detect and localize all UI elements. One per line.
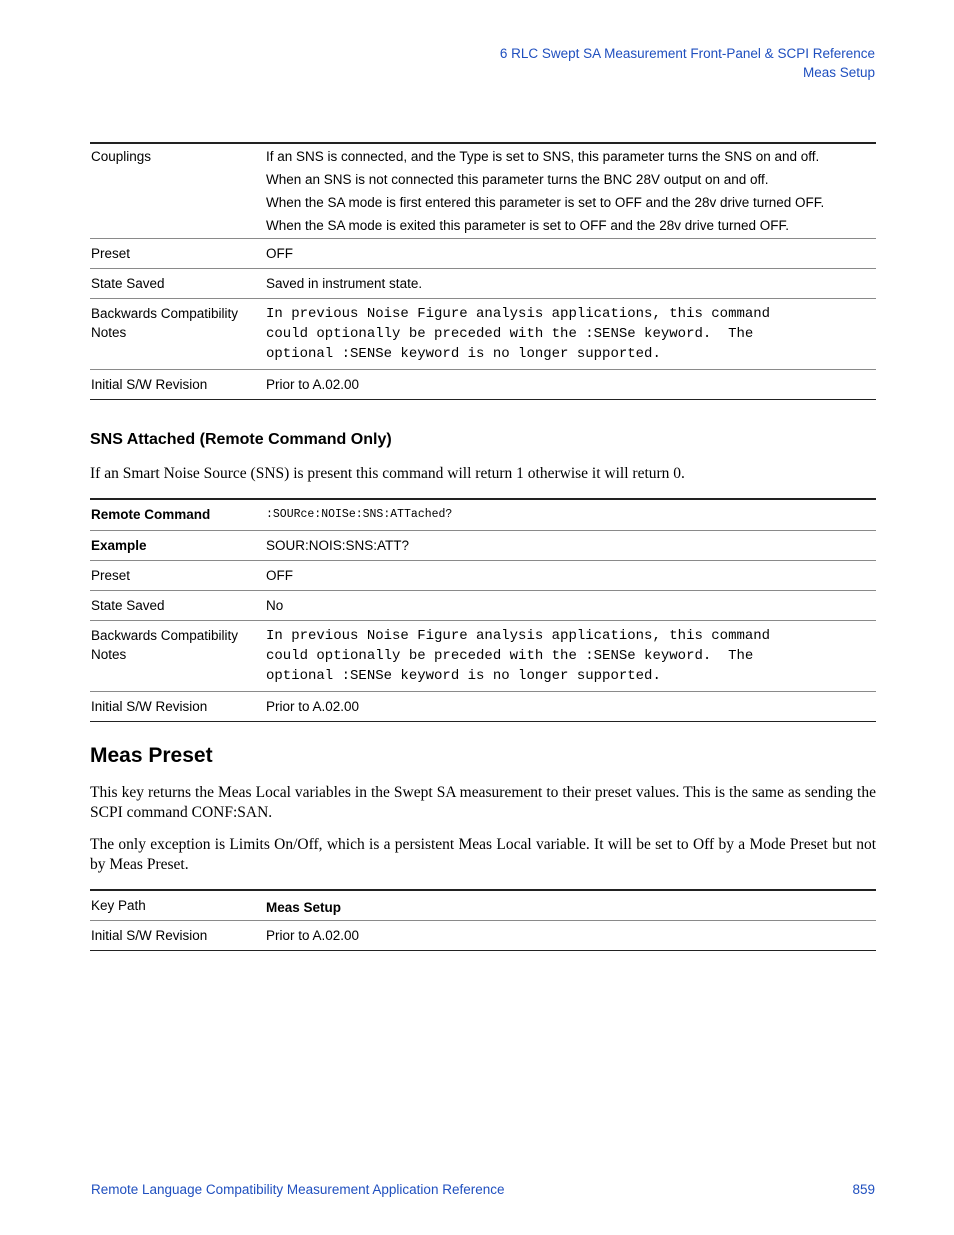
couplings-line: When the SA mode is first entered this parameter is set to OFF and the 28v drive turned OFF. (266, 195, 825, 210)
section-header: Meas Setup (802, 65, 875, 80)
remote-command-value: :SOURce:NOISe:SNS:ATTached? (265, 499, 876, 531)
revision-label: Initial S/W Revision (90, 692, 265, 722)
preset-value: OFF (265, 561, 876, 591)
couplings-table (90, 142, 876, 400)
compat-value: In previous Noise Figure analysis applications, this command could optionally be preceded with the :SENSe keyword. The optional :SENSe keyword is no longer supported. (265, 621, 876, 692)
table-row (90, 499, 876, 531)
example-value: SOUR:NOIS:SNS:ATT? (265, 531, 876, 561)
sns-attached-description: If an Smart Noise Source (SNS) is present this command will return 1 otherwise it will return 0. (90, 465, 685, 482)
compat-label: Backwards Compatibility Notes (90, 299, 265, 370)
preset-value: OFF (265, 239, 876, 269)
state-saved-value: No (265, 591, 876, 621)
remote-command-label: Remote Command (90, 499, 265, 531)
table-row (90, 692, 876, 722)
preset-label: Preset (90, 239, 265, 269)
revision-value: Prior to A.02.00 (265, 921, 876, 951)
compat-label: Backwards Compatibility Notes (90, 621, 265, 692)
table-row (90, 561, 876, 591)
revision-label: Initial S/W Revision (90, 921, 265, 951)
state-saved-label: State Saved (90, 591, 265, 621)
key-path-value: Meas Setup (265, 890, 876, 921)
key-path-label: Key Path (90, 890, 265, 921)
example-label: Example (90, 531, 265, 561)
couplings-line: When an SNS is not connected this parameter turns the BNC 28V output on and off. (266, 172, 769, 187)
table-row (90, 621, 876, 692)
revision-label: Initial S/W Revision (90, 370, 265, 400)
table-row (90, 299, 876, 370)
sns-attached-heading: SNS Attached (Remote Command Only) (90, 431, 392, 448)
state-saved-label: State Saved (90, 269, 265, 299)
compat-value: In previous Noise Figure analysis applications, this command could optionally be preceded with the :SENSe keyword. The optional :SENSe keyword is no longer supported. (265, 299, 876, 370)
couplings-label: Couplings (90, 143, 265, 239)
meas-preset-heading: Meas Preset (90, 744, 213, 767)
table-row (90, 890, 876, 921)
couplings-line: If an SNS is connected, and the Type is set to SNS, this parameter turns the SNS on and off. (266, 149, 820, 164)
preset-label: Preset (90, 561, 265, 591)
table-row (90, 370, 876, 400)
table-row (90, 531, 876, 561)
chapter-header: 6 RLC Swept SA Measurement Front-Panel & SCPI Reference (499, 46, 875, 61)
sns-attached-table (90, 498, 876, 722)
meas-preset-table (90, 889, 876, 951)
meas-preset-paragraph-1: This key returns the Meas Local variables in the Swept SA measurement to their preset values. This is the same as sending the SCPI command CONF:SAN. (90, 784, 876, 821)
page-number: 859 (852, 1182, 875, 1197)
table-row (90, 921, 876, 951)
table-row (90, 591, 876, 621)
footer-title: Remote Language Compatibility Measurement Application Reference (91, 1182, 505, 1197)
revision-value: Prior to A.02.00 (265, 692, 876, 722)
state-saved-value: Saved in instrument state. (265, 269, 876, 299)
couplings-line: When the SA mode is exited this parameter is set to OFF and the 28v drive turned OFF. (266, 218, 789, 233)
couplings-value (265, 143, 876, 239)
table-row (90, 143, 876, 239)
table-row (90, 269, 876, 299)
meas-preset-paragraph-2: The only exception is Limits On/Off, which is a persistent Meas Local variable. It will be set to Off by a Mode Preset but not by Meas Preset. (90, 836, 876, 873)
revision-value: Prior to A.02.00 (265, 370, 876, 400)
table-row (90, 239, 876, 269)
